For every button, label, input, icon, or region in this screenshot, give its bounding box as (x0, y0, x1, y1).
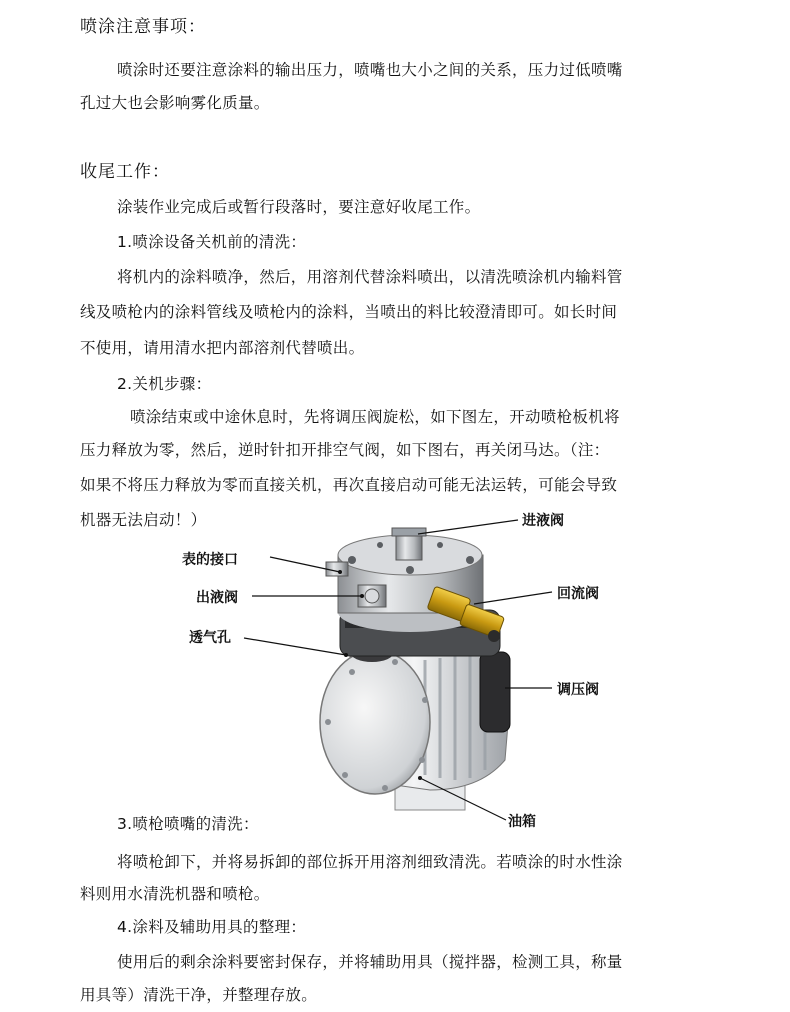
paragraph-line: 将喷枪卸下，并将易拆卸的部位拆开用溶剂细致清洗。若喷涂的时水性涂 (117, 853, 623, 871)
paragraph-line: 线及喷枪内的涂料管线及喷枪内的涂料，当喷出的料比较澄清即可。如长时间 (80, 303, 618, 321)
label-gauge-port: 表的接口 (182, 552, 238, 568)
section-heading-spray-notes: 喷涂注意事项： (80, 17, 206, 37)
paragraph-line: 机器无法启动！） (80, 511, 207, 529)
label-pressure-valve: 调压阀 (557, 682, 599, 698)
label-inlet-valve: 进液阀 (522, 513, 564, 529)
paragraph-line: 不使用，请用清水把内部溶剂代替喷出。 (80, 339, 365, 357)
item-title: 4.涂料及辅助用具的整理： (117, 918, 307, 936)
label-return-valve: 回流阀 (557, 586, 599, 602)
paragraph-line: 孔过大也会影响雾化质量。 (80, 94, 270, 112)
motor-end-cover (320, 650, 430, 794)
label-vent-hole: 透气孔 (189, 630, 231, 646)
leader-vent-hole (244, 638, 346, 655)
paragraph-line: 压力释放为零，然后，逆时针扣开排空气阀，如下图右，再关闭马达。（注： (80, 441, 610, 459)
paragraph-line: 如果不将压力释放为零而直接关机，再次直接启动可能无法运转，可能会导致 (80, 476, 618, 494)
item-title: 3.喷枪喷嘴的清洗： (117, 815, 259, 833)
pump-body (320, 610, 510, 810)
leader-inlet-valve (418, 520, 518, 534)
paragraph-line: 喷涂时还要注意涂料的输出压力，喷嘴也大小之间的关系，压力过低喷嘴 (117, 61, 623, 79)
label-oil-tank: 油箱 (508, 814, 536, 830)
paragraph-line: 料则用水清洗机器和喷枪。 (80, 885, 270, 903)
label-outlet-valve: 出液阀 (196, 590, 238, 606)
paragraph-line: 喷涂结束或中途休息时，先将调压阀旋松，如下图左，开动喷枪板机将 (130, 408, 620, 426)
section-heading-wrap-up: 收尾工作： (80, 162, 170, 182)
item-title: 1.喷涂设备关机前的清洗： (117, 233, 307, 251)
item-title: 2.关机步骤： (117, 375, 212, 393)
leader-return-valve (474, 592, 552, 604)
intro-line: 涂装作业完成后或暂行段落时，要注意好收尾工作。 (117, 198, 481, 216)
paragraph-line: 使用后的剩余涂料要密封保存，并将辅助用具（搅拌器，检测工具，称量 (117, 953, 623, 971)
paragraph-line: 用具等）清洗干净，并整理存放。 (80, 986, 318, 1004)
paragraph-line: 将机内的涂料喷净，然后，用溶剂代替涂料喷出，以清洗喷涂机内输料管 (117, 268, 623, 286)
